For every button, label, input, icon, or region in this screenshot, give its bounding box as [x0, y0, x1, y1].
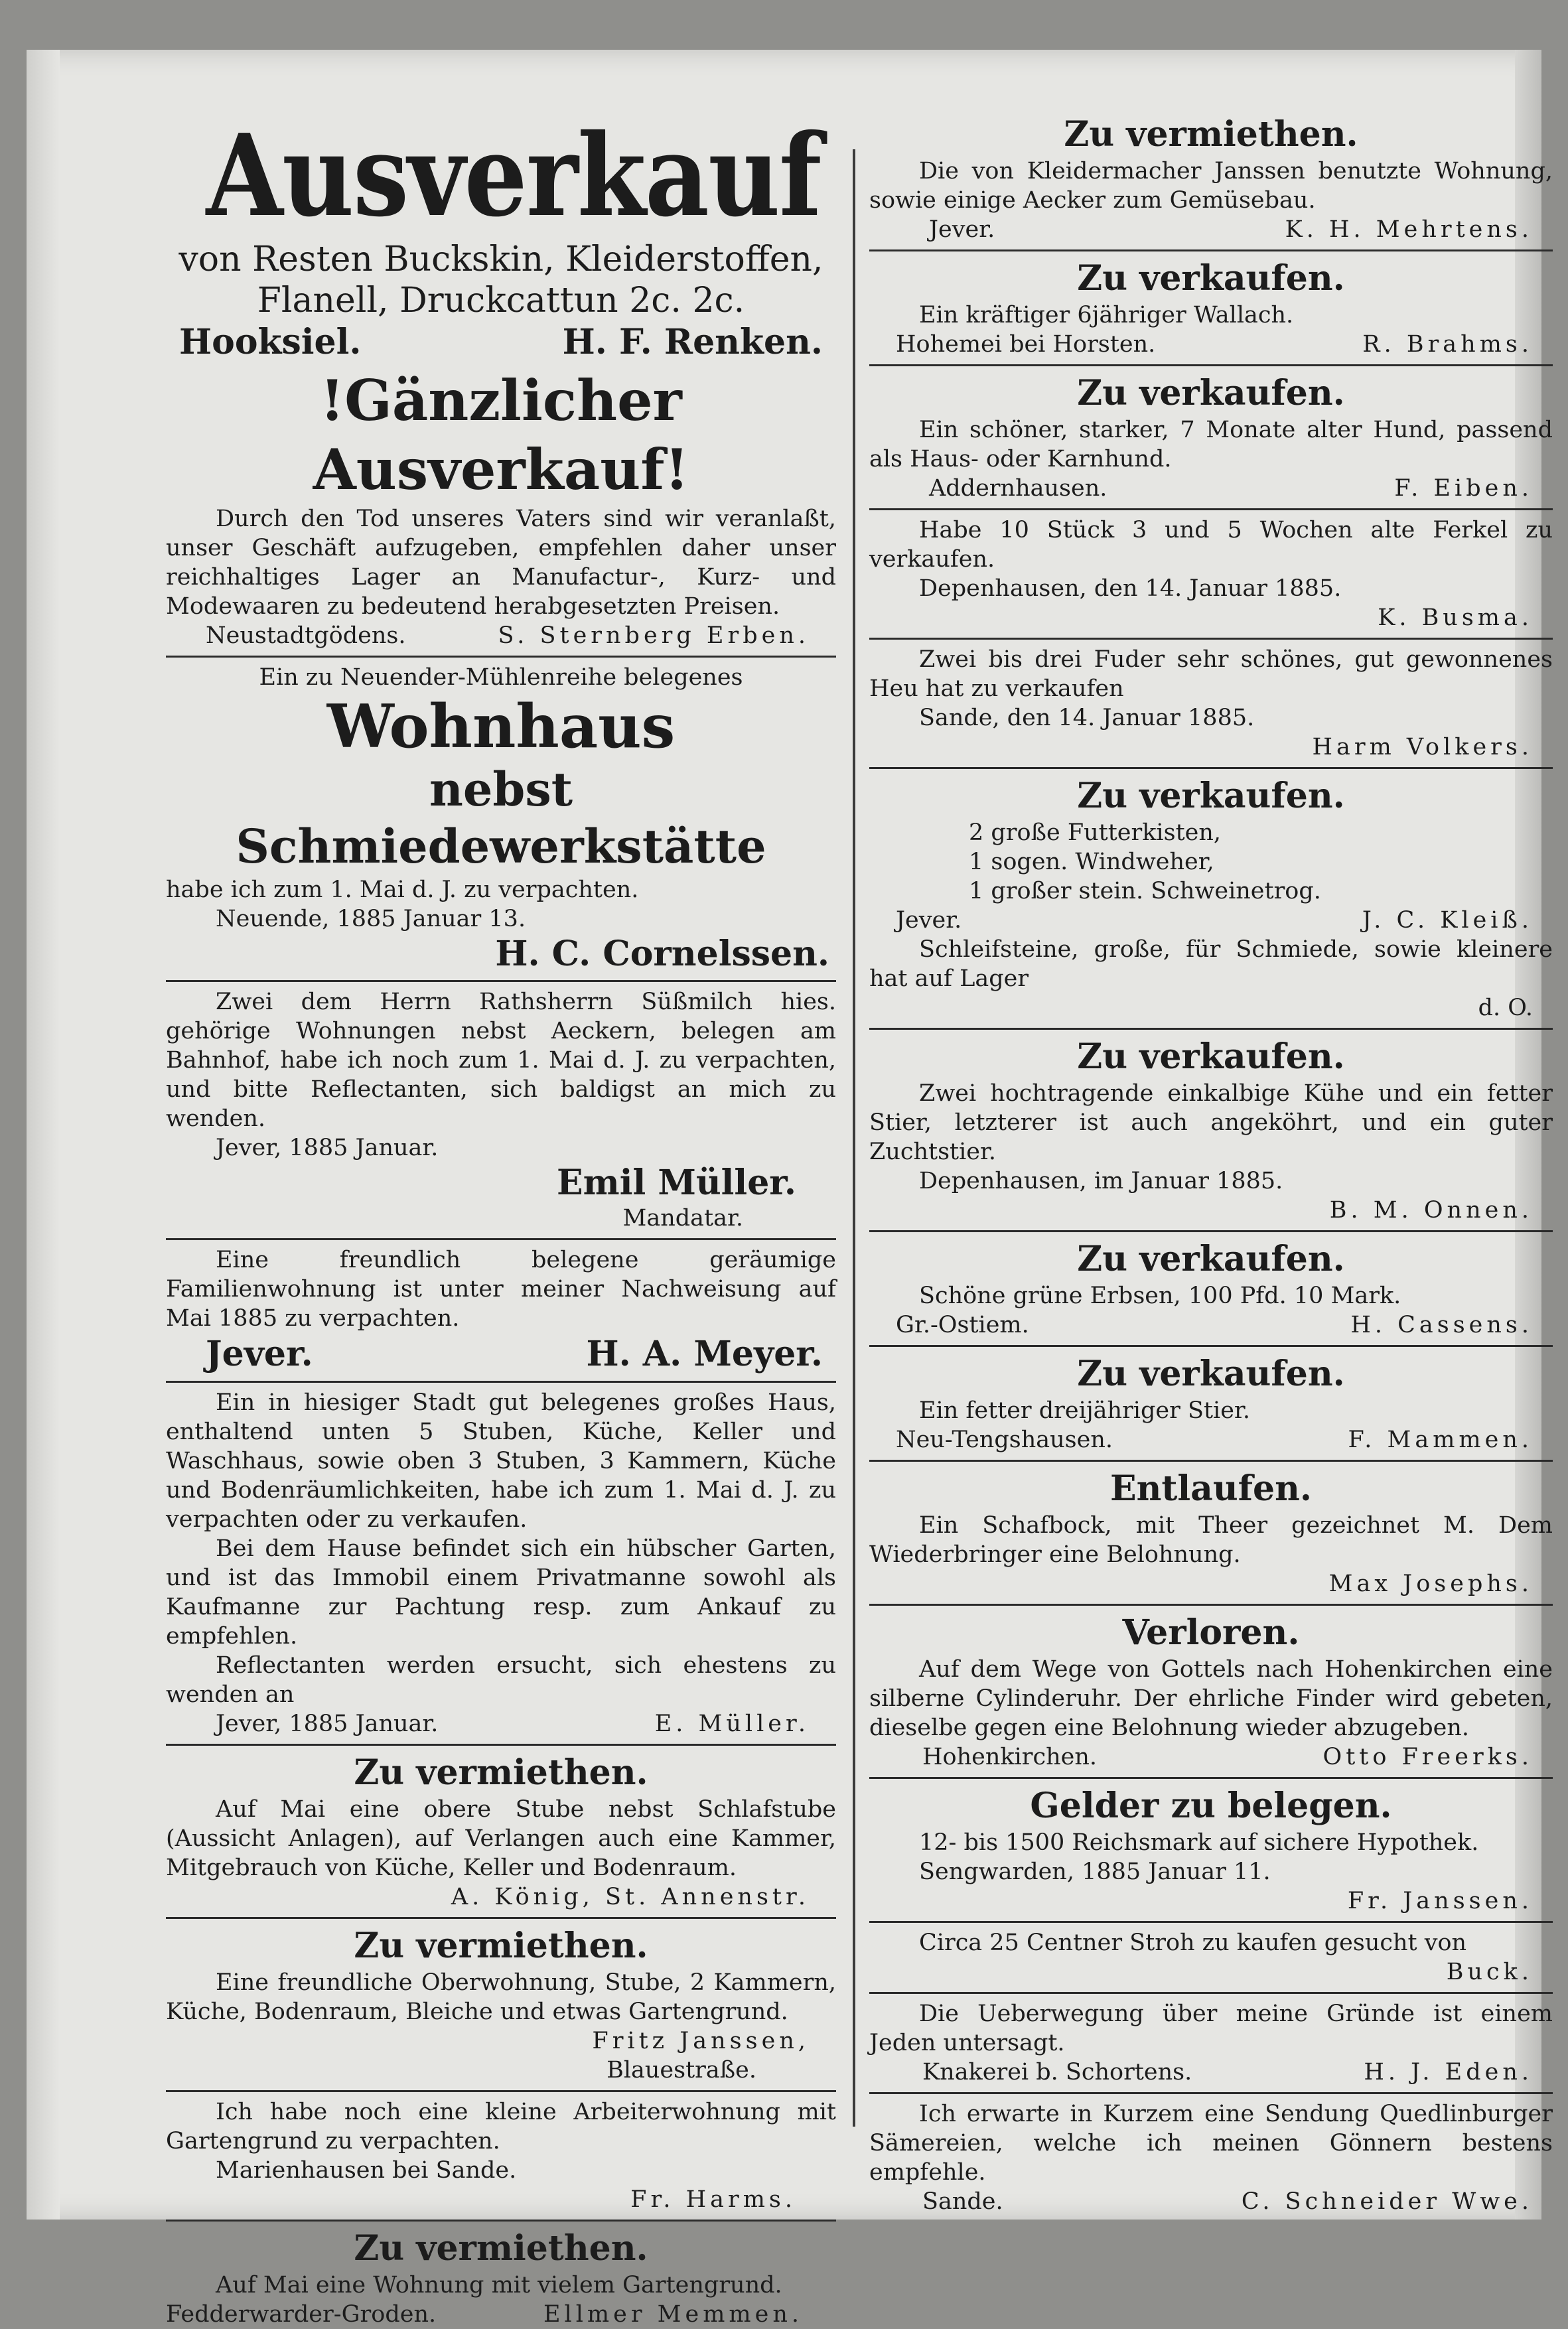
ad-signature-row	[166, 321, 836, 364]
ad-place: Jever.	[929, 216, 995, 243]
ad-text: Schöne grüne Erbsen, 100 Pfd. 10 Mark.	[919, 1283, 1401, 1309]
ad-text: Ein fetter dreijähriger Stier.	[919, 1397, 1250, 1424]
ad-signature-row	[869, 1310, 1553, 1340]
ad-street: Blauestraße.	[606, 2057, 756, 2083]
ad-name: Fr. Janssen.	[1347, 1888, 1533, 1914]
ad-text: Ein schöner, starker, 7 Monate alter Hund, passend als Haus- oder Karnhund.	[869, 417, 1553, 472]
ad-familienwohnung	[166, 1245, 836, 1383]
ad-text: Ein in hiesiger Stadt gut belegenes großes Haus, enthaltend unten 5 Stuben, Küche, Keller und Waschhaus, sowie oben 3 Stuben, 3 Kammern, Küche und Bodenräumlichkeiten, habe ich zum 1. Mai d. J. zu verpachten oder zu verkaufen.	[166, 1389, 836, 1533]
ad-name: S. Sternberg Erben.	[498, 622, 810, 649]
separator	[166, 1238, 836, 1240]
ad-name: A. König, St. Annenstr.	[451, 1884, 810, 1910]
ad-text: Ich habe noch eine kleine Arbeiterwohnung mit Gartengrund zu verpachten.	[166, 2099, 836, 2154]
ad-title: Zu verkaufen.	[1077, 776, 1345, 816]
ad-b10	[869, 1467, 1553, 1606]
ad-item: 1 sogen. Windweher,	[969, 849, 1214, 875]
ad-b5	[869, 645, 1553, 769]
ad-title: Zu verkaufen.	[1077, 1354, 1345, 1394]
ad-name: Buck.	[1446, 1959, 1533, 1985]
ad-name: R. Brahms.	[1362, 331, 1533, 358]
ad-text: Auf Mai eine Wohnung mit vielem Gartengrund.	[216, 2272, 782, 2298]
ad-zu-vermiethen-memmen	[166, 2227, 836, 2329]
ad-title: Ausverkauf	[206, 109, 821, 242]
ad-b4	[869, 516, 1553, 640]
ad-text: Eine freundlich belegene geräumige Familienwohnung ist unter meiner Nachweisung auf Mai 1885 zu verpachten.	[166, 1247, 836, 1332]
ad-date: Depenhausen, den 14. Januar 1885.	[919, 575, 1342, 602]
ad-text: Die Ueberwegung über meine Gründe ist einem Jeden untersagt.	[869, 2001, 1553, 2056]
ad-wohnungen-suessmilch	[166, 987, 836, 1240]
ad-name: H. C. Cornelssen.	[495, 934, 829, 974]
ad-text: 12- bis 1500 Reichsmark auf sichere Hypothek.	[919, 1829, 1479, 1856]
ad-name: K. H. Mehrtens.	[1285, 216, 1533, 243]
ad-name: Ellmer Memmen.	[543, 2301, 803, 2328]
ad-title: Zu verkaufen.	[1077, 373, 1345, 413]
ad-signature-row	[869, 330, 1553, 359]
separator	[869, 1777, 1553, 1779]
separator	[869, 1460, 1553, 1462]
ad-name: Fr. Harms.	[630, 2186, 796, 2213]
ad-place: Gr.-Ostiem.	[896, 1312, 1029, 1338]
ad-title: Zu vermiethen.	[354, 1752, 648, 1793]
left-column	[166, 109, 836, 2328]
ad-text: Ich erwarte in Kurzem eine Sendung Quedlinburger Sämereien, welche ich meinen Gönnern bestens empfehle.	[869, 2101, 1553, 2186]
ad-place: Fedderwarder-Groden.	[166, 2301, 437, 2328]
ad-name: B. M. Onnen.	[1329, 1197, 1533, 1224]
ad-zu-vermiethen-koenig	[166, 1751, 836, 1919]
separator	[869, 1230, 1553, 1232]
ad-date: Sengwarden, 1885 Januar 11.	[919, 1859, 1271, 1885]
ad-text: Reflectanten werden ersucht, sich ehestens zu wenden an	[166, 1652, 836, 1708]
ad-b13	[869, 1928, 1553, 1994]
separator	[869, 638, 1553, 640]
separator	[166, 1744, 836, 1746]
ad-signature-row	[869, 1742, 1553, 1772]
ad-place: Neu-Tengshausen.	[896, 1427, 1113, 1453]
ad-place: Jever.	[206, 1334, 313, 1374]
ad-name: C. Schneider Wwe.	[1241, 2188, 1533, 2215]
ad-signature-row	[869, 906, 1553, 935]
separator	[166, 1917, 836, 1919]
separator	[166, 656, 836, 658]
ad-b6	[869, 774, 1553, 1030]
ad-place: Sande.	[922, 2188, 1003, 2215]
ad-b7	[869, 1035, 1553, 1232]
ad-title: Verloren.	[1122, 1612, 1300, 1653]
separator	[869, 1604, 1553, 1606]
ad-b8	[869, 1237, 1553, 1347]
ad-signature-row	[166, 621, 836, 650]
ad-title: Gelder zu belegen.	[1030, 1786, 1392, 1826]
ad-place: Hohenkirchen.	[922, 1744, 1098, 1770]
ad-text: Auf dem Wege von Gottels nach Hohenkirchen eine silberne Cylinderuhr. Der ehrliche Finder wird gebeten, dieselbe gegen eine Belohnung wieder abzugeben.	[869, 1656, 1553, 1741]
ad-place: Jever.	[896, 907, 962, 934]
ad-line: Flanell, Druckcattun 2c. 2c.	[257, 281, 745, 320]
ad-place: Knakerei b. Schortens.	[922, 2059, 1192, 2085]
ad-item: 1 großer stein. Schweinetrog.	[969, 878, 1321, 904]
ad-name: F. Eiben.	[1394, 475, 1533, 502]
ad-text: Auf Mai eine obere Stube nebst Schlafstube (Aussicht Anlagen), auf Verlangen auch eine Kammer, Mitgebrauch von Küche, Keller und Bodenraum.	[166, 1796, 836, 1881]
newspaper-page	[27, 50, 1553, 2328]
ad-text: Circa 25 Centner Stroh zu kaufen gesucht von	[919, 1930, 1467, 1956]
ad-b15	[869, 2099, 1553, 2216]
right-column	[869, 113, 1553, 2215]
ad-name: F. Mammen.	[1348, 1427, 1533, 1453]
ad-b14	[869, 1999, 1553, 2094]
ad-text: Durch den Tod unseres Vaters sind wir veranlaßt, unser Geschäft aufzugeben, empfehlen daher unser reichhaltiges Lager an Manufactur-, Kurz- und Modewaaren zu bedeutend herabgesetzten Preisen.	[166, 506, 836, 620]
ad-title: !Gänzlicher Ausverkauf!	[313, 368, 689, 502]
ad-name: E. Müller.	[654, 1711, 810, 1737]
ad-title: Wohnhaus	[326, 691, 676, 762]
ad-gaenzlicher-ausverkauf	[166, 366, 836, 658]
separator	[869, 767, 1553, 769]
ad-text: habe ich zum 1. Mai d. J. zu verpachten.	[166, 877, 639, 903]
ad-intro: Ein zu Neuender-Mühlenreihe belegenes	[259, 664, 743, 691]
separator	[166, 2090, 836, 2092]
separator	[869, 1921, 1553, 1923]
ad-title: Zu vermiethen.	[354, 2228, 648, 2269]
separator	[869, 364, 1553, 366]
separator	[869, 1992, 1553, 1994]
ad-title: Zu verkaufen.	[1077, 1036, 1345, 1077]
ad-zu-vermiethen-janssen	[166, 1924, 836, 2092]
ad-date: Jever, 1885 Januar.	[216, 1135, 439, 1161]
ad-text: Schleifsteine, große, für Schmiede, sowie kleinere hat auf Lager	[869, 936, 1553, 992]
ad-place: Hohemei bei Horsten.	[896, 331, 1156, 358]
ad-place: Neustadtgödens.	[206, 622, 406, 649]
ad-b2	[869, 257, 1553, 366]
column-divider	[853, 149, 855, 2127]
ad-b12	[869, 1784, 1553, 1923]
ad-text: Habe 10 Stück 3 und 5 Wochen alte Ferkel zu verkaufen.	[869, 517, 1553, 573]
ad-date: Jever, 1885 Januar.	[216, 1711, 439, 1737]
separator	[869, 1345, 1553, 1347]
separator	[869, 2092, 1553, 2094]
ad-name: Fritz Janssen,	[592, 2028, 810, 2054]
ad-arbeiterwohnung	[166, 2097, 836, 2222]
ad-text: Ein kräftiger 6jähriger Wallach.	[919, 302, 1294, 328]
ad-name: Max Josephs.	[1328, 1571, 1533, 1597]
ad-line: von Resten Buckskin, Kleiderstoffen,	[178, 240, 823, 279]
ad-text: Zwei bis drei Fuder sehr schönes, gut gewonnenes Heu hat zu verkaufen	[869, 646, 1553, 702]
ad-name: Harm Volkers.	[1312, 734, 1533, 760]
ad-name: Otto Freerks.	[1322, 1744, 1533, 1770]
ad-place: Hooksiel.	[179, 322, 362, 362]
ad-text: Ein Schafbock, mit Theer gezeichnet M. Dem Wiederbringer eine Belohnung.	[869, 1512, 1553, 1568]
separator	[166, 980, 836, 982]
ad-signature-row	[869, 2187, 1553, 2216]
ad-title: Zu vermiethen.	[354, 1926, 648, 1966]
separator	[869, 249, 1553, 251]
separator	[166, 1381, 836, 1383]
separator	[869, 1028, 1553, 1030]
ad-signature-row	[166, 1709, 836, 1738]
ad-date: Neuende, 1885 Januar 13.	[216, 906, 526, 932]
ad-text: Zwei hochtragende einkalbige Kühe und ein fetter Stier, letzterer ist auch angeköhrt, und ein guter Zuchtstier.	[869, 1080, 1553, 1165]
ad-name: H. A. Meyer.	[586, 1334, 823, 1374]
ad-ausverkauf	[166, 109, 836, 364]
ad-subtitle: nebst Schmiedewerkstätte	[236, 762, 766, 874]
ad-role: Mandatar.	[622, 1205, 743, 1232]
ad-name: K. Busma.	[1378, 604, 1533, 631]
ad-b11	[869, 1611, 1553, 1779]
ad-place: Marienhausen bei Sande.	[216, 2157, 517, 2184]
ad-signature-row	[166, 2300, 836, 2329]
ad-b3	[869, 372, 1553, 510]
ad-title: Entlaufen.	[1109, 1468, 1313, 1509]
ad-name: J. C. Kleiß.	[1362, 907, 1533, 934]
ad-signature-row	[869, 1425, 1553, 1454]
ad-text: Bei dem Hause befindet sich ein hübscher Garten, und ist das Immobil einem Privatmanne sowohl als Kaufmanne zur Pachtung resp. zum Ankauf zu empfehlen.	[166, 1535, 836, 1650]
ad-title: Zu verkaufen.	[1077, 258, 1345, 299]
ad-item: 2 große Futterkisten,	[969, 819, 1222, 846]
ad-name: H. J. Eden.	[1364, 2059, 1533, 2085]
ad-place: Addernhausen.	[929, 475, 1107, 502]
ad-name: H. F. Renken.	[562, 322, 823, 362]
ad-title: Zu vermiethen.	[1064, 114, 1358, 155]
separator	[166, 2220, 836, 2222]
ad-date: Depenhausen, im Januar 1885.	[919, 1168, 1283, 1194]
ad-name: H. Cassens.	[1350, 1312, 1533, 1338]
ad-name: d. O.	[1478, 995, 1533, 1021]
ad-text: Zwei dem Herrn Rathsherrn Süßmilch hies. gehörige Wohnungen nebst Aeckern, belegen am Bahnhof, habe ich noch zum 1. Mai d. J. zu verpachten, und bitte Reflectanten, sich baldigst an mich zu wenden.	[166, 989, 836, 1132]
ad-signature-row	[166, 1333, 836, 1376]
ad-b1	[869, 113, 1553, 251]
ad-signature-row	[869, 215, 1553, 244]
ad-text: Die von Kleidermacher Janssen benutzte Wohnung, sowie einige Aecker zum Gemüsebau.	[869, 158, 1553, 214]
ad-signature-row	[869, 2058, 1553, 2087]
ad-name: Emil Müller.	[557, 1163, 796, 1203]
ad-text: Eine freundliche Oberwohnung, Stube, 2 Kammern, Küche, Bodenraum, Bleiche und etwas Gartengrund.	[166, 1969, 836, 2025]
separator	[869, 508, 1553, 510]
ad-wohnhaus	[166, 663, 836, 982]
ad-b9	[869, 1352, 1553, 1462]
ad-grosses-haus	[166, 1388, 836, 1746]
ad-title: Zu verkaufen.	[1077, 1239, 1345, 1279]
ad-date: Sande, den 14. Januar 1885.	[919, 705, 1255, 731]
ad-signature-row	[869, 474, 1553, 503]
